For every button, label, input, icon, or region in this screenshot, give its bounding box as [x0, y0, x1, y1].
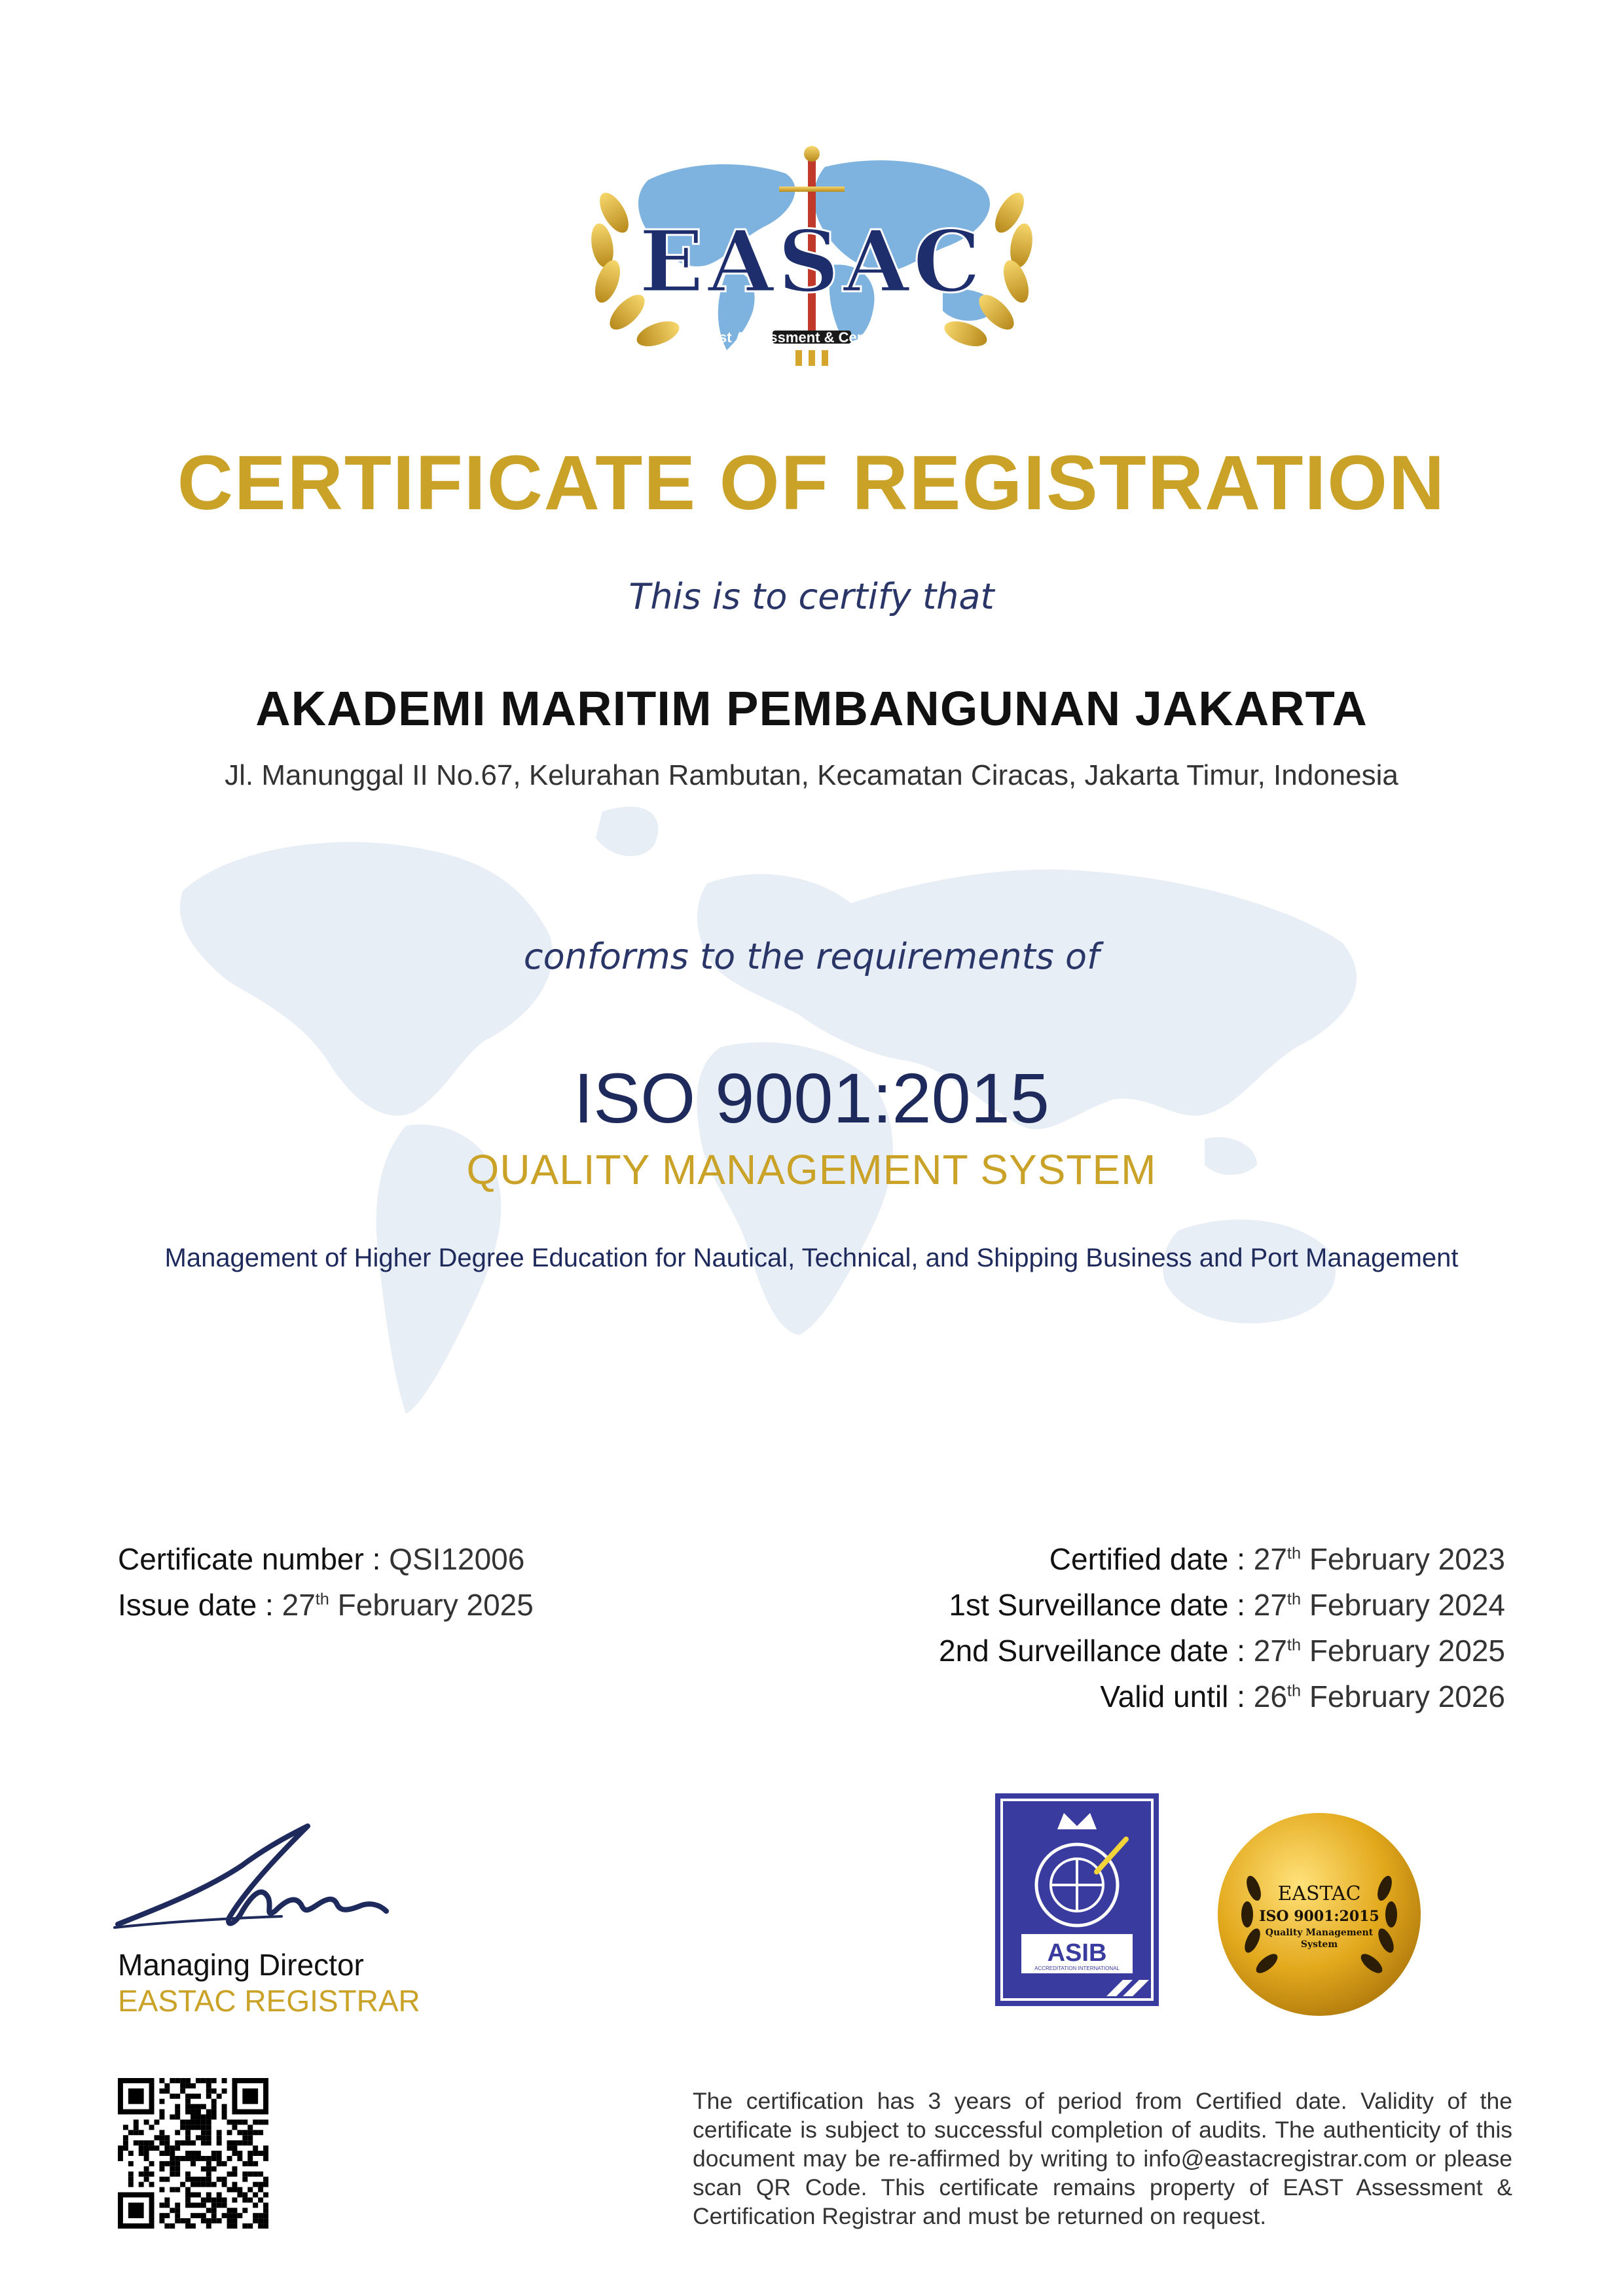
certificate-title: CERTIFICATE OF REGISTRATION	[177, 440, 1446, 526]
seal-system-line1: Quality Management	[1265, 1928, 1374, 1938]
issue-date-label: Issue date :	[118, 1588, 274, 1622]
certified-day-suffix: th	[1286, 1544, 1302, 1563]
standard-code: ISO 9001:2015	[574, 1058, 1049, 1138]
seal-system-line2: System	[1300, 1939, 1338, 1950]
certificate-number: QSI12006	[389, 1542, 525, 1576]
issue-month-year: February 2025	[337, 1588, 534, 1622]
issue-day-suffix: th	[315, 1590, 329, 1609]
asib-accreditation-badge	[995, 1793, 1159, 2006]
valid-until-month-year: February 2026	[1309, 1679, 1505, 1713]
valid-until-line	[1100, 1679, 1505, 1714]
logo-brand-text: EASAC	[638, 211, 985, 312]
conforms-text: conforms to the requirements of	[523, 936, 1100, 977]
first-surveillance-month-year: February 2024	[1309, 1588, 1505, 1622]
issue-date-line	[118, 1587, 534, 1623]
first-surveillance-line	[949, 1587, 1505, 1623]
seal-brand: EASTAC	[1277, 1882, 1361, 1905]
second-surveillance-day: 27	[1253, 1634, 1287, 1668]
certification-scope: Management of Higher Degree Education for Nautical, Technical, and Shipping Business and Port Management	[164, 1244, 1459, 1272]
valid-until-label: Valid until :	[1100, 1679, 1245, 1713]
seal-standard: ISO 9001:2015	[1259, 1908, 1379, 1925]
certified-date-label: Certified date :	[1049, 1542, 1245, 1576]
certify-text: This is to certify that	[629, 576, 994, 617]
asib-subtitle: ACCREDITATION INTERNATIONAL	[1034, 1965, 1120, 1971]
first-surveillance-day: 27	[1253, 1588, 1287, 1622]
valid-until-day: 26	[1253, 1679, 1287, 1713]
certificate-disclaimer: The certification has 3 years of period from Certified date. Validity of the certificate is subject to successful completion of audits. The authenticity of this document may be re-affirmed by writing to info@eastacregistrar.com or please scan QR Code. This certificate remains property of EAST Assessment & Certification Registrar and must be returned on request.	[693, 2088, 1512, 2229]
asib-name: ASIB	[1047, 1939, 1107, 1967]
organization-address: Jl. Manunggal II No.67, Kelurahan Rambutan, Kecamatan Ciracas, Jakarta Timur, Indonesia	[225, 759, 1398, 791]
signatory-organization: EASTAC REGISTRAR	[118, 1984, 420, 2018]
issue-day: 27	[282, 1588, 316, 1622]
eastac-iso-seal	[1214, 1810, 1424, 2019]
second-surveillance-label: 2nd Surveillance date :	[938, 1634, 1245, 1668]
first-surveillance-label: 1st Surveillance date :	[949, 1588, 1245, 1622]
logo-tagline: East Assessment & Certification	[701, 329, 922, 346]
certified-date-line	[1049, 1541, 1505, 1577]
valid-until-suffix: th	[1286, 1681, 1302, 1700]
first-surveillance-suffix: th	[1286, 1590, 1302, 1609]
second-surveillance-suffix: th	[1286, 1636, 1302, 1655]
certified-month-year: February 2023	[1309, 1542, 1505, 1576]
director-signature	[111, 1820, 399, 1937]
organization-name: AKADEMI MARITIM PEMBANGUNAN JAKARTA	[255, 681, 1368, 736]
certificate-number-line	[118, 1541, 524, 1577]
eastac-logo	[576, 141, 1048, 376]
certified-day: 27	[1253, 1542, 1287, 1576]
signatory-title: Managing Director	[118, 1948, 364, 1982]
second-surveillance-line	[939, 1633, 1505, 1668]
second-surveillance-month-year: February 2025	[1309, 1634, 1505, 1668]
standard-name: QUALITY MANAGEMENT SYSTEM	[466, 1146, 1157, 1193]
certificate-number-label: Certificate number :	[118, 1542, 381, 1576]
verification-qr-code[interactable]	[118, 2078, 268, 2229]
